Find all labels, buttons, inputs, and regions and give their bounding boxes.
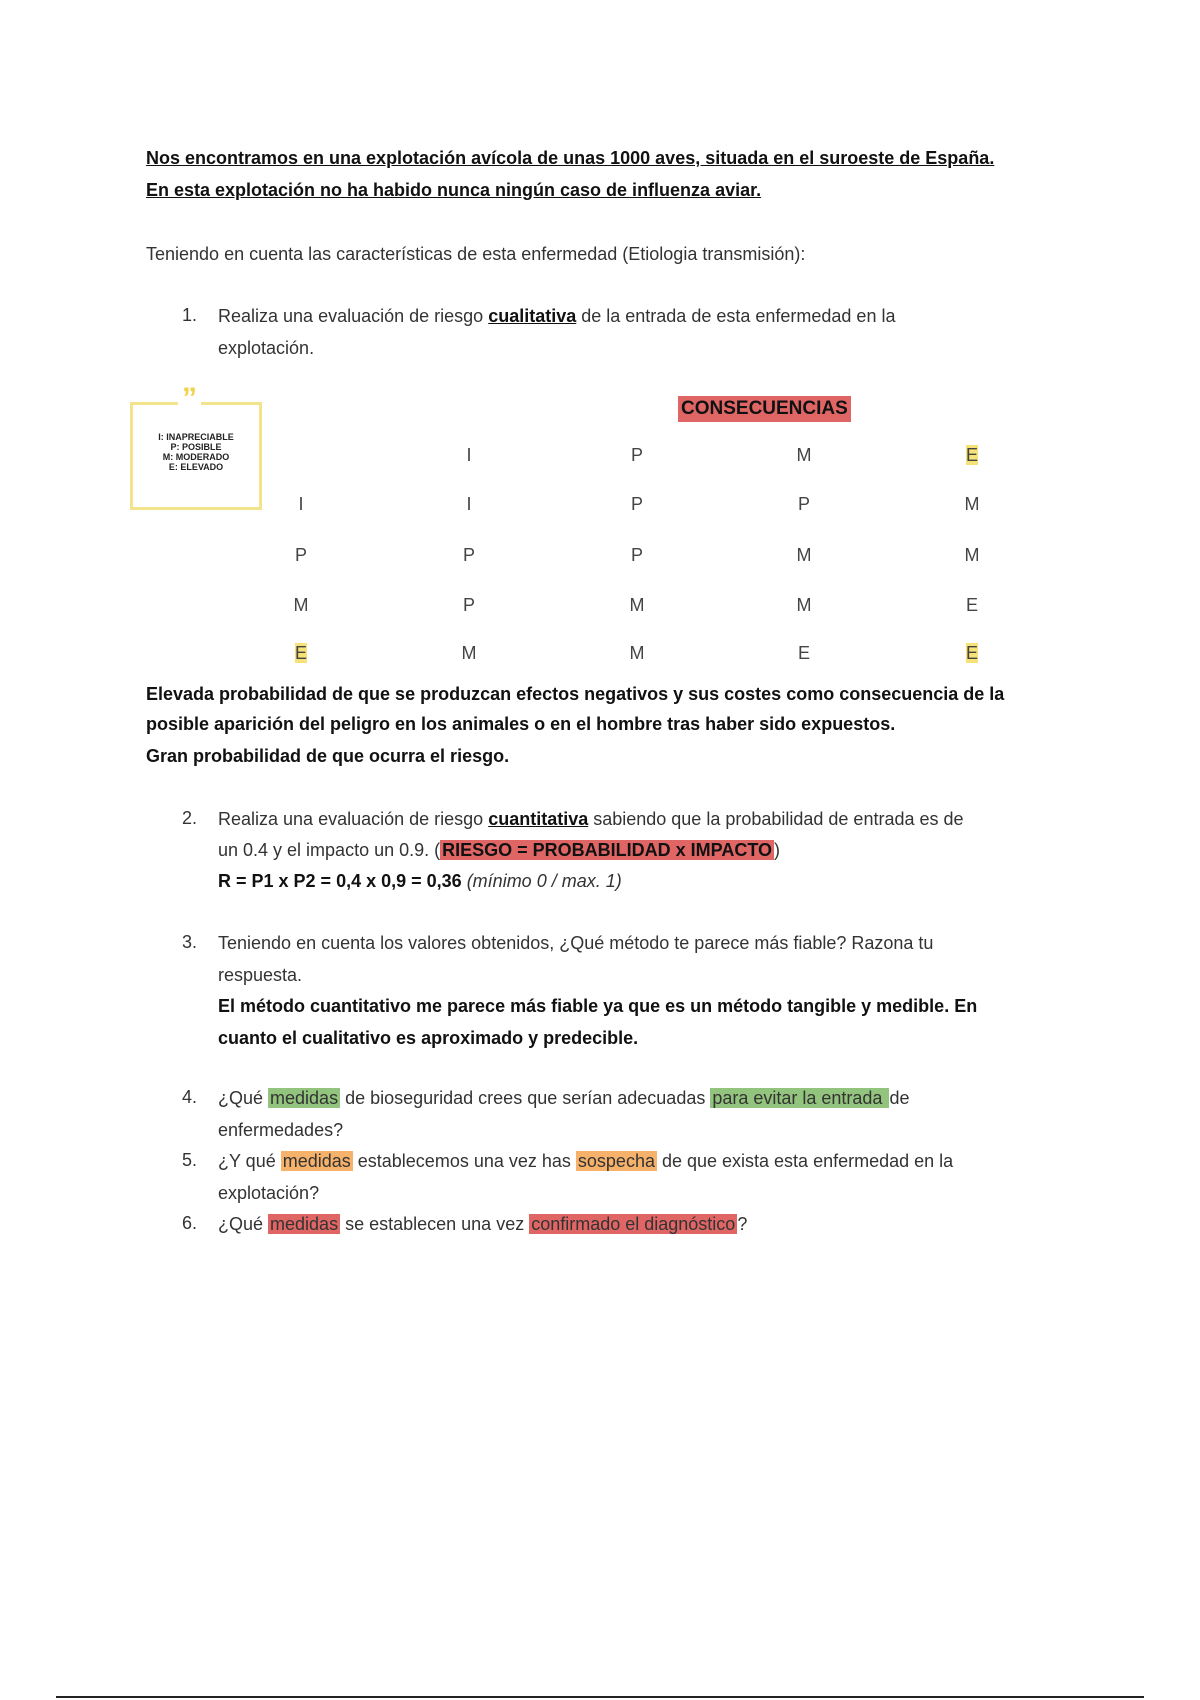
matrix-cell: P: [630, 545, 643, 565]
q1-line-2: explotación.: [218, 338, 315, 358]
matrix-header-cell: P: [630, 445, 643, 465]
q2-answer: R = P1 x P2 = 0,4 x 0,9 = 0,36 (mínimo 0 / max. 1): [218, 871, 622, 891]
legend-text: I: INAPRECIABLE P: POSIBLE M: MODERADO E: ELEVADO: [158, 432, 234, 472]
q4-number: 4.: [182, 1087, 198, 1107]
matrix-cell: E: [965, 643, 978, 663]
q3-number: 3.: [182, 932, 198, 952]
matrix-cell: P: [630, 494, 643, 514]
matrix-cell: I: [298, 494, 304, 514]
answer1-line-1: Elevada probabilidad de que se produzcan efectos negativos y sus costes como consecuencia de la: [146, 684, 1005, 704]
matrix-cell: P: [462, 545, 475, 565]
matrix-cell: P: [797, 494, 810, 514]
matrix-cell: M: [964, 545, 980, 565]
formula-highlight: RIESGO = PROBABILIDAD x IMPACTO: [442, 840, 773, 860]
matrix-cell: E: [965, 595, 978, 615]
matrix-header-cell: I: [466, 445, 472, 465]
matrix-cell: M: [629, 595, 645, 615]
q5-line-2: explotación?: [218, 1183, 320, 1203]
q1-number: 1.: [182, 305, 198, 325]
q6-line-1: ¿Qué medidas se establecen una vez confirmado el diagnóstico ?: [218, 1214, 748, 1234]
q5-line-1: ¿Y qué medidas establecemos una vez has sospecha de que exista esta enfermedad en la: [218, 1151, 954, 1171]
matrix-cell: M: [629, 643, 645, 663]
matrix-cell: M: [796, 595, 812, 615]
matrix-cell: M: [293, 595, 309, 615]
intro-line-2: En esta explotación no ha habido nunca ningún caso de influenza aviar.: [146, 180, 762, 200]
matrix-cell: M: [964, 494, 980, 514]
q3-line-1: Teniendo en cuenta los valores obtenidos, ¿Qué método te parece más fiable? Razona tu: [218, 933, 934, 953]
matrix-cell: P: [294, 545, 307, 565]
page-bottom-rule: [56, 1696, 1144, 1698]
q2-line-1: Realiza una evaluación de riesgo cuantitativa sabiendo que la probabilidad de entrada es de: [218, 809, 964, 829]
q5-number: 5.: [182, 1150, 198, 1170]
q3-answer-2: cuanto el cualitativo es aproximado y predecible.: [218, 1028, 639, 1048]
answer1-line-3: Gran probabilidad de que ocurra el riesgo.: [146, 746, 510, 766]
matrix-header-cell: M: [796, 445, 812, 465]
matrix-cell: E: [797, 643, 810, 663]
q1-line-1: Realiza una evaluación de riesgo cualitativa de la entrada de esta enfermedad en la: [218, 306, 896, 326]
q2-line-2: un 0.4 y el impacto un 0.9. ( RIESGO = PROBABILIDAD x IMPACTO ): [218, 840, 781, 860]
intro-line-1: Nos encontramos en una explotación avícola de unas 1000 aves, situada en el suroeste de España.: [146, 148, 995, 168]
q4-line-2: enfermedades?: [218, 1120, 344, 1140]
quote-mark-icon: ”: [178, 384, 201, 414]
q4-line-1: ¿Qué medidas de bioseguridad crees que serían adecuadas para evitar la entrada de: [218, 1088, 910, 1108]
matrix-header-cell: E: [965, 445, 978, 465]
context-text: Teniendo en cuenta las características de esta enfermedad (Etiologia transmisión):: [146, 244, 806, 264]
q2-number: 2.: [182, 808, 198, 828]
answer1-line-2: posible aparición del peligro en los animales o en el hombre tras haber sido expuestos.: [146, 714, 896, 734]
consecuencias-title: CONSECUENCIAS: [678, 396, 851, 422]
q3-answer-1: El método cuantitativo me parece más fiable ya que es un método tangible y medible. En: [218, 996, 978, 1016]
matrix-cell: P: [462, 595, 475, 615]
matrix-cell: E: [294, 643, 307, 663]
matrix-cell: M: [796, 545, 812, 565]
matrix-cell: M: [461, 643, 477, 663]
q3-line-2: respuesta.: [218, 965, 303, 985]
q6-number: 6.: [182, 1213, 198, 1233]
matrix-cell: I: [466, 494, 472, 514]
